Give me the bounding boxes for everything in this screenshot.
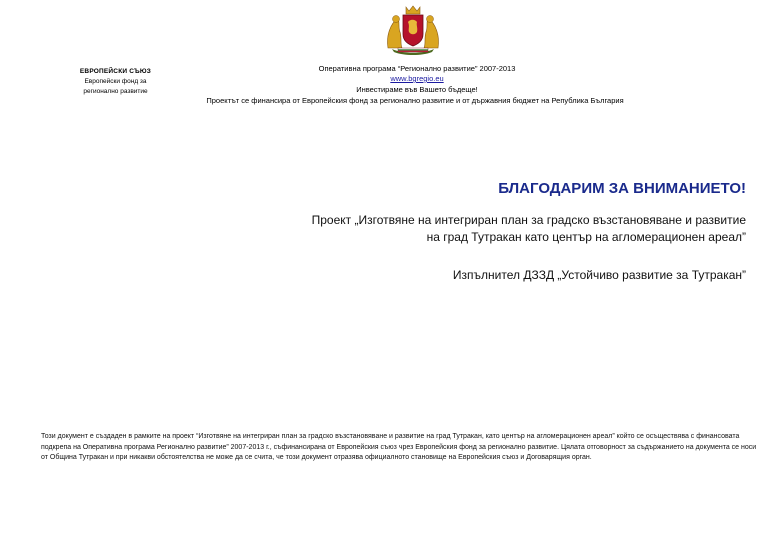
- thanks-heading: БЛАГОДАРИМ ЗА ВНИМАНИЕТО!: [498, 180, 746, 197]
- funding-statement: Проектът се финансира от Европейския фонд за регионално развитие и от държавния бюджет на Република България: [206, 96, 624, 105]
- project-line-2: на град Тутракан като център на агломерационен ареал”: [426, 230, 746, 244]
- slogan: Инвестираме във Вашето бъдеще!: [356, 85, 478, 94]
- project-line-1: Проект „Изготвяне на интегриран план за градско възстановяване и развитие: [311, 213, 746, 227]
- project-description: [200, 212, 746, 246]
- bulgarian-coat-of-arms-icon: [382, 4, 444, 56]
- contractor-line: Изпълнител ДЗЗД „Устойчиво развитие за Тутракан”: [452, 268, 746, 282]
- eu-fund-line1: Европейски фонд за: [84, 78, 147, 85]
- website-link[interactable]: www.bgregio.eu: [390, 74, 444, 83]
- program-title: Оперативна програма “Регионално развитие” 2007-2013: [318, 64, 516, 73]
- eu-title: ЕВРОПЕЙСКИ СЪЮЗ: [79, 68, 152, 75]
- eu-fund-line2: регионално развитие: [83, 88, 148, 95]
- disclaimer-text: Този документ е създаден в рамките на проект “Изготвяне на интегриран план за градско възстановяване и развитие на град Тутракан, като център на агломерационен ареал” който се осъществява с финансовата подкрепа на Оперативна програма Регионално развитие” 2007-2013 г., съфинансирана от Европейския съюз чрез Европейския фонд за регионално развитие. Цялата отговорност за съдържанието на документа се носи от Община Тутракан и при никакви обстоятелства не може да се счита, че този документ отразява официалното становище на Европейския съюз и Договарящия орган.: [41, 433, 757, 461]
- eu-fund-block: [63, 67, 168, 97]
